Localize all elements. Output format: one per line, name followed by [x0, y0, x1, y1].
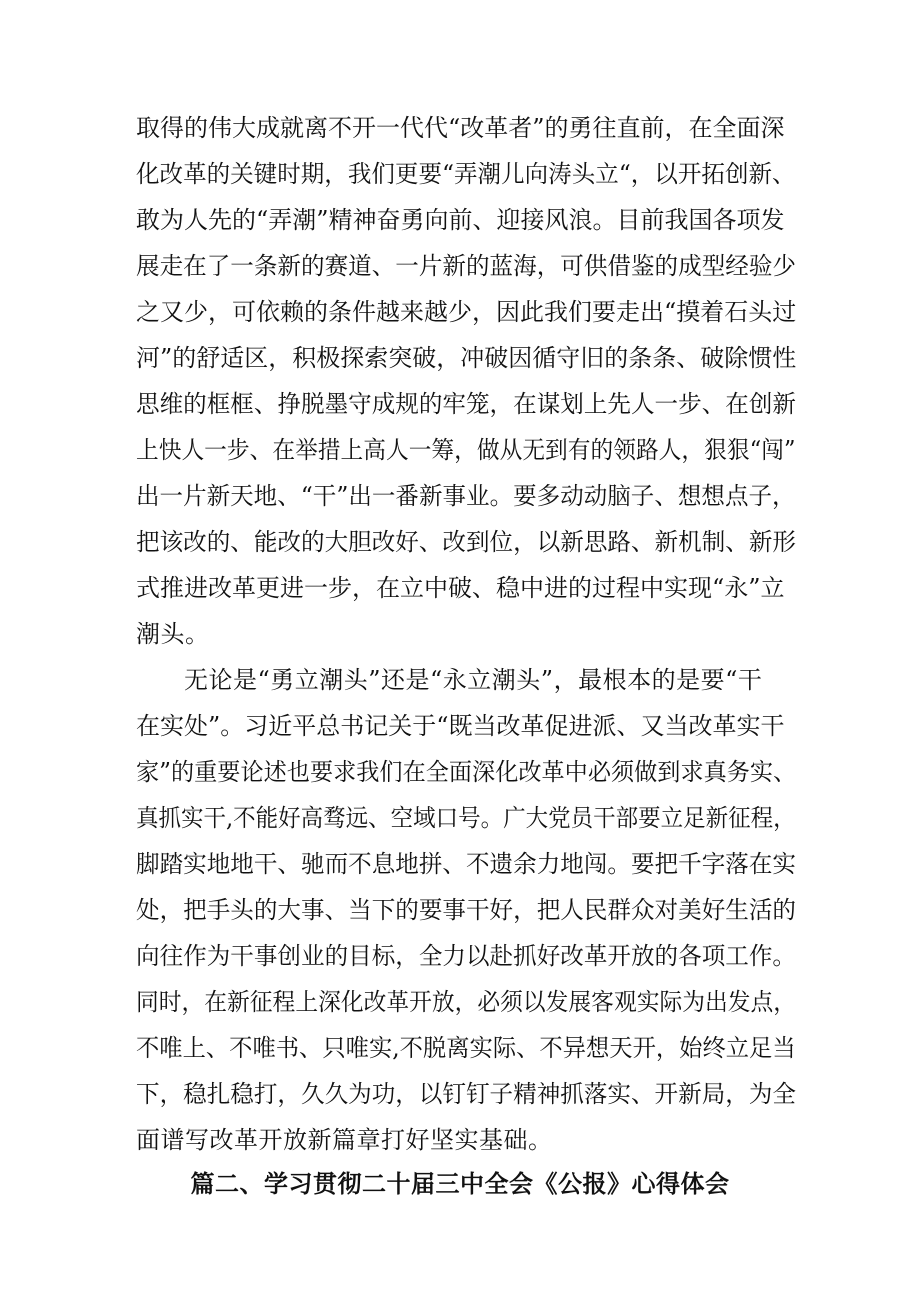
paragraph-2-line: 真抓实干,不能好高骛远、空域口号。广大党员干部要立足新征程， — [136, 804, 796, 832]
paragraph-2-line: 脚踏实地地干、驰而不息地拼、不遗余力地闯。要把千字落在实 — [136, 850, 796, 878]
paragraph-1-line: 出一片新天地、“干”出一番新事业。要多动动脑子、想想点子， — [136, 482, 796, 510]
paragraph-2-line: 家”的重要论述也要求我们在全面深化改革中必须做到求真务实、 — [136, 758, 797, 786]
paragraph-2-line: 下，稳扎稳打，久久为功，以钉钉子精神抓落实、开新局，为全 — [136, 1080, 796, 1108]
paragraph-1-line: 之又少，可依赖的条件越来越少，因此我们要走出“摸着石头过 — [136, 298, 797, 326]
paragraph-1-line: 思维的框框、挣脱墨守成规的牢笼，在谋划上先人一步、在创新 — [136, 390, 796, 418]
paragraph-2-line: 不唯上、不唯书、只唯实,不脱离实际、不异想天开，始终立足当 — [136, 1034, 796, 1062]
paragraph-2-line: 处，把手头的大事、当下的要事干好，把人民群众对美好生活的 — [136, 896, 796, 924]
paragraph-2-line: 向往作为干事创业的目标，全力以赴抓好改革开放的各项工作。 — [136, 942, 796, 970]
paragraph-1-line: 化改革的关键时期，我们更要“弄潮儿向涛头立“，以开拓创新、 — [136, 160, 796, 188]
paragraph-1-line: 把该改的、能改的大胆改好、改到位，以新思路、新机制、新形 — [136, 528, 796, 556]
paragraph-2-line: 同时，在新征程上深化改革开放，必须以发展客观实际为出发点， — [136, 988, 797, 1016]
paragraph-1-line: 式推进改革更进一步，在立中破、稳中进的过程中实现“永”立 — [136, 574, 785, 602]
paragraph-1-line: 取得的伟大成就离不开一代代“改革者”的勇往直前，在全面深 — [136, 114, 785, 142]
paragraph-1-line: 上快人一步、在举措上高人一筹，做从无到有的领路人，狠狠“闯” — [136, 436, 796, 464]
paragraph-2-line: 在实处”。习近平总书记关于“既当改革促进派、又当改革实干 — [136, 712, 785, 740]
paragraph-1-line: 敢为人先的“弄潮”精神奋勇向前、迎接风浪。目前我国各项发 — [136, 206, 785, 234]
paragraph-1-line: 河”的舒适区，积极探索突破，冲破因循守旧的条条、破除惯性 — [136, 344, 797, 372]
section-heading: 篇二、学习贯彻二十届三中全会《公报》心得体会 — [190, 1170, 730, 1198]
paragraph-2-line: 面谱写改革开放新篇章打好坚实基础。 — [136, 1126, 553, 1154]
paragraph-2-line: 无论是“勇立潮头”还是“永立潮头”，最根本的是要“干 — [184, 666, 763, 694]
paragraph-1-line: 展走在了一条新的赛道、一片新的蓝海，可供借鉴的成型经验少 — [136, 252, 796, 280]
paragraph-1-line: 潮头。 — [136, 620, 210, 648]
